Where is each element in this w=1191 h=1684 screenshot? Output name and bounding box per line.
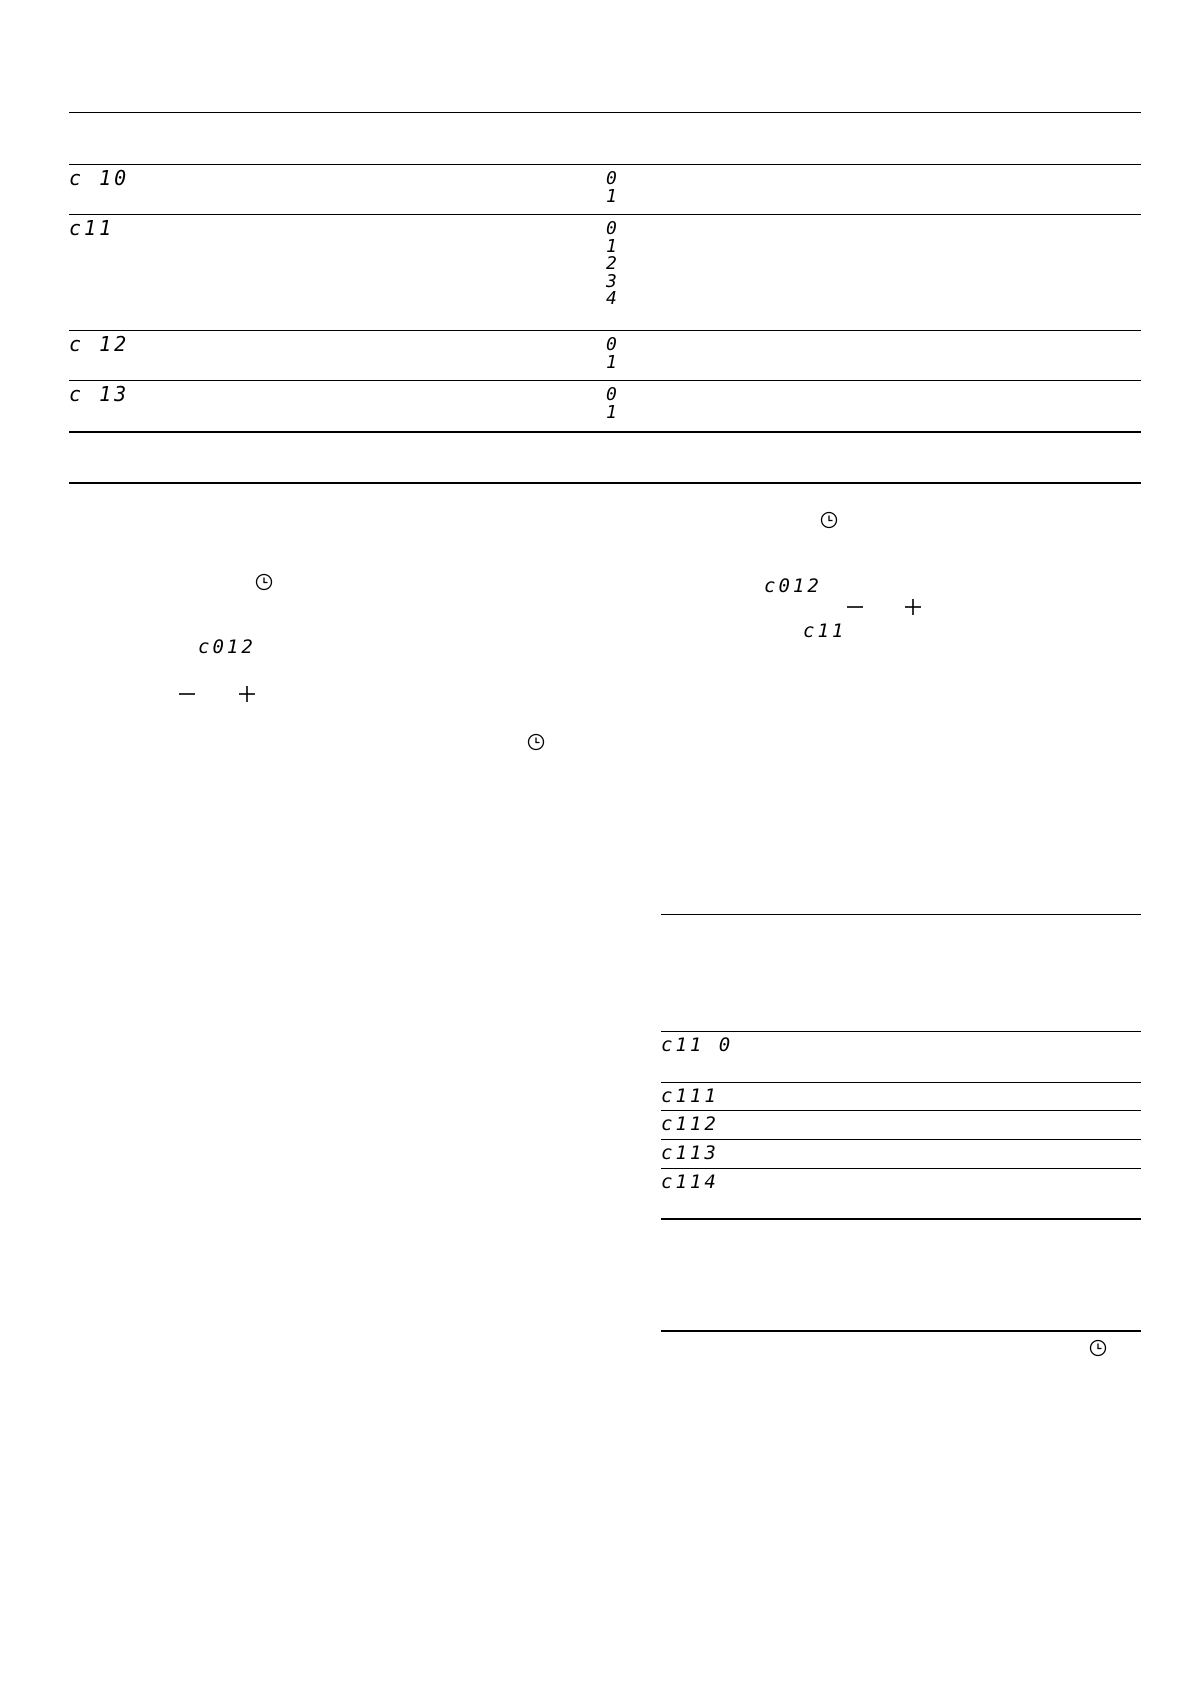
- setting-values-c13: [606, 386, 617, 421]
- value-1: 1: [606, 185, 617, 207]
- row-divider: [69, 214, 1141, 215]
- setting-values-c12: [606, 336, 617, 371]
- value-0: 0: [606, 168, 617, 189]
- value-4: 4: [606, 288, 617, 309]
- clock-icon: [1089, 1339, 1107, 1357]
- setting-code-c12: c 12: [69, 332, 130, 356]
- subtable-bottom-rule: [661, 1218, 1141, 1220]
- value-2: 2: [606, 253, 617, 274]
- display-code-left: c012: [198, 636, 256, 658]
- row-divider: [661, 1139, 1141, 1140]
- clock-icon: [820, 511, 838, 529]
- value-0: 0: [606, 334, 617, 355]
- table-bottom-rule: [69, 431, 1141, 433]
- row-divider: [661, 1168, 1141, 1169]
- table-top-rule: [69, 112, 1141, 113]
- value-3: 3: [606, 270, 617, 292]
- subtable-code: c113: [661, 1142, 719, 1164]
- display-code-right: c012: [764, 575, 822, 597]
- setting-values-c11: [606, 220, 617, 308]
- subtable-code: c112: [661, 1113, 719, 1135]
- subtable-code: c11 0: [661, 1034, 734, 1056]
- plus-icon: [237, 684, 257, 704]
- subtable-code: c114: [661, 1171, 719, 1193]
- row-divider: [661, 1110, 1141, 1111]
- subtable-top-rule: [661, 914, 1141, 915]
- value-1: 1: [606, 401, 617, 423]
- minus-icon: [177, 684, 197, 704]
- selected-code-right: c11: [803, 620, 847, 642]
- minus-icon: [845, 597, 865, 617]
- setting-code-c13: c 13: [69, 382, 130, 406]
- value-1: 1: [606, 235, 617, 257]
- setting-code-c10: c 10: [69, 166, 130, 190]
- row-divider: [661, 1082, 1141, 1083]
- row-divider: [69, 380, 1141, 381]
- clock-icon: [255, 573, 273, 591]
- setting-code-c11: c11: [69, 216, 115, 240]
- value-1: 1: [606, 351, 617, 373]
- subtable-header-rule: [661, 1031, 1141, 1032]
- value-0: 0: [606, 384, 617, 405]
- value-0: 0: [606, 218, 617, 239]
- note-rule: [661, 1330, 1141, 1332]
- row-divider: [69, 330, 1141, 331]
- clock-icon: [527, 733, 545, 751]
- table-header-rule: [69, 164, 1141, 165]
- subtable-code: c111: [661, 1085, 719, 1107]
- note-bottom-rule: [69, 482, 1141, 484]
- plus-icon: [903, 597, 923, 617]
- setting-values-c10: [606, 170, 617, 205]
